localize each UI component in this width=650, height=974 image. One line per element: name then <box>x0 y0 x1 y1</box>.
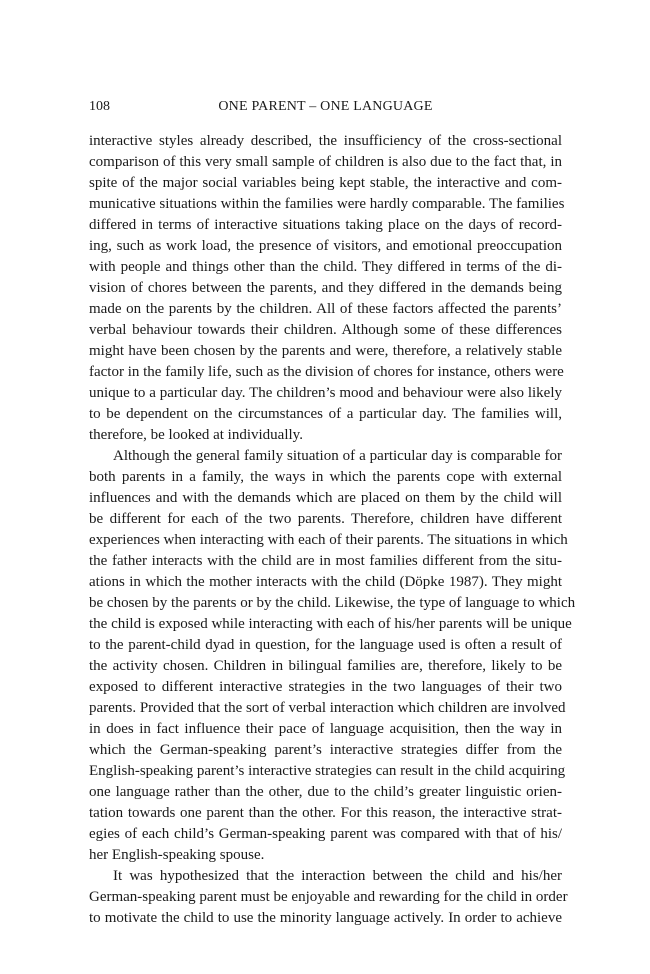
text-line: differed in terms of interactive situations taking place on the days of record- <box>89 217 562 233</box>
text-line: her English-speaking spouse. <box>89 847 265 863</box>
text-line: one language rather than the other, due to the child’s greater linguistic orien- <box>89 784 562 800</box>
paragraph <box>89 131 565 446</box>
text-line: might have been chosen by the parents and were, therefore, a relatively stable <box>89 343 562 359</box>
text-line: tation towards one parent than the other. For this reason, the interactive strat- <box>89 805 562 821</box>
running-header <box>89 96 562 117</box>
text-line: Although the general family situation of a particular day is comparable for <box>113 448 562 464</box>
text-line: the activity chosen. Children in bilingual families are, therefore, likely to be <box>89 658 562 674</box>
text-line: vision of chores between the parents, and they differed in the demands being <box>89 280 562 296</box>
text-line: to motivate the child to use the minority language actively. In order to achieve <box>89 910 562 926</box>
text-line: be different for each of the two parents. Therefore, children have different <box>89 511 562 527</box>
running-title: ONE PARENT – ONE LANGUAGE <box>218 99 433 114</box>
text-line: made on the parents by the children. All of these factors affected the parents’ <box>89 301 562 317</box>
text-line: factor in the family life, such as the division of chores for instance, others were <box>89 364 564 380</box>
text-line: be chosen by the parents or by the child. Likewise, the type of language to which <box>89 595 576 611</box>
text-line: experiences when interacting with each of their parents. The situations in which <box>89 532 568 548</box>
text-line: ing, such as work load, the presence of visitors, and emotional preoccupation <box>89 238 562 254</box>
paragraph <box>89 446 576 866</box>
text-line: It was hypothesized that the interaction between the child and his/her <box>113 868 562 884</box>
page-number: 108 <box>89 99 110 114</box>
text-line: unique to a particular day. The children’s mood and behaviour were also likely <box>89 385 562 401</box>
paragraph <box>89 866 568 929</box>
book-page <box>89 96 576 929</box>
text-line: parents. Provided that the sort of verbal interaction which children are involved <box>89 700 566 716</box>
text-line: exposed to different interactive strategies in the two languages of their two <box>89 679 562 695</box>
text-line: municative situations within the families were hardly comparable. The families <box>89 196 565 212</box>
text-line: German-speaking parent must be enjoyable and rewarding for the child in order <box>89 889 568 905</box>
text-line: English-speaking parent’s interactive strategies can result in the child acquiring <box>89 763 566 779</box>
text-line: both parents in a family, the ways in which the parents cope with external <box>89 469 562 485</box>
text-line: comparison of this very small sample of children is also due to the fact that, in <box>89 154 562 170</box>
text-line: in does in fact influence their pace of language acquisition, then the way in <box>89 721 562 737</box>
text-line: the father interacts with the child are in most families different from the situ- <box>89 553 562 569</box>
text-line: the child is exposed while interacting with each of his/her parents will be unique <box>89 616 572 632</box>
text-line: influences and with the demands which are placed on them by the child will <box>89 490 562 506</box>
text-line: with people and things other than the child. They differed in terms of the di- <box>89 259 562 275</box>
text-line: ations in which the mother interacts with the child (Döpke 1987). They might <box>89 574 562 590</box>
text-line: to the parent-child dyad in question, for the language used is often a result of <box>89 637 562 653</box>
text-line: spite of the major social variables being kept stable, the interactive and com- <box>89 175 562 191</box>
text-line: therefore, be looked at individually. <box>89 427 303 443</box>
text-line: to be dependent on the circumstances of a particular day. The families will, <box>89 406 562 422</box>
text-line: which the German-speaking parent’s interactive strategies differ from the <box>89 742 562 758</box>
text-line: verbal behaviour towards their children. Although some of these differences <box>89 322 562 338</box>
text-line: egies of each child’s German-speaking parent was compared with that of his/ <box>89 826 562 842</box>
text-line: interactive styles already described, the insufficiency of the cross-sectional <box>89 133 562 149</box>
body-text <box>89 131 576 929</box>
